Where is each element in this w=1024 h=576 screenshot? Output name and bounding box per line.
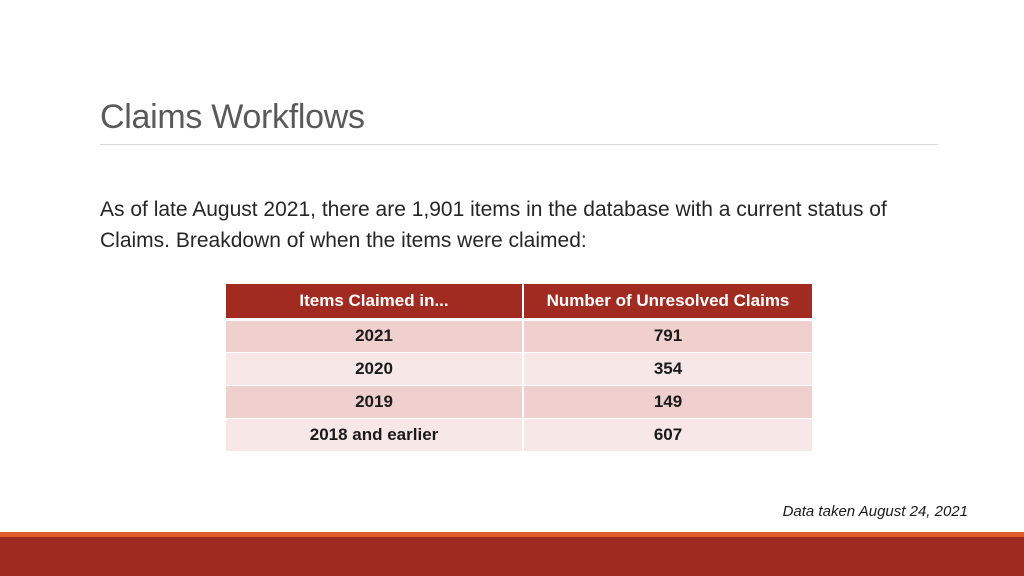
intro-paragraph: As of late August 2021, there are 1,901 items in the database with a current status of Claims. Breakdown of when the items were claimed: xyxy=(100,198,887,252)
table-row xyxy=(226,418,812,451)
footer-bar xyxy=(0,537,1024,576)
slide-title: Claims Workflows xyxy=(100,98,365,136)
data-source-footnote: Data taken August 24, 2021 xyxy=(782,503,968,520)
table-row xyxy=(226,352,812,385)
cell-count: 149 xyxy=(523,385,812,418)
table-row xyxy=(226,319,812,352)
claims-table xyxy=(226,284,812,451)
cell-count: 607 xyxy=(523,418,812,451)
cell-year: 2019 xyxy=(226,385,523,418)
header-unresolved-claims: Number of Unresolved Claims xyxy=(523,284,812,319)
table-row xyxy=(226,385,812,418)
cell-year: 2018 and earlier xyxy=(226,418,523,451)
header-items-claimed-in: Items Claimed in... xyxy=(226,284,523,319)
cell-count: 791 xyxy=(523,319,812,352)
table-header-row xyxy=(226,284,812,319)
cell-year: 2021 xyxy=(226,319,523,352)
cell-year: 2020 xyxy=(226,352,523,385)
title-divider xyxy=(100,144,938,145)
cell-count: 354 xyxy=(523,352,812,385)
